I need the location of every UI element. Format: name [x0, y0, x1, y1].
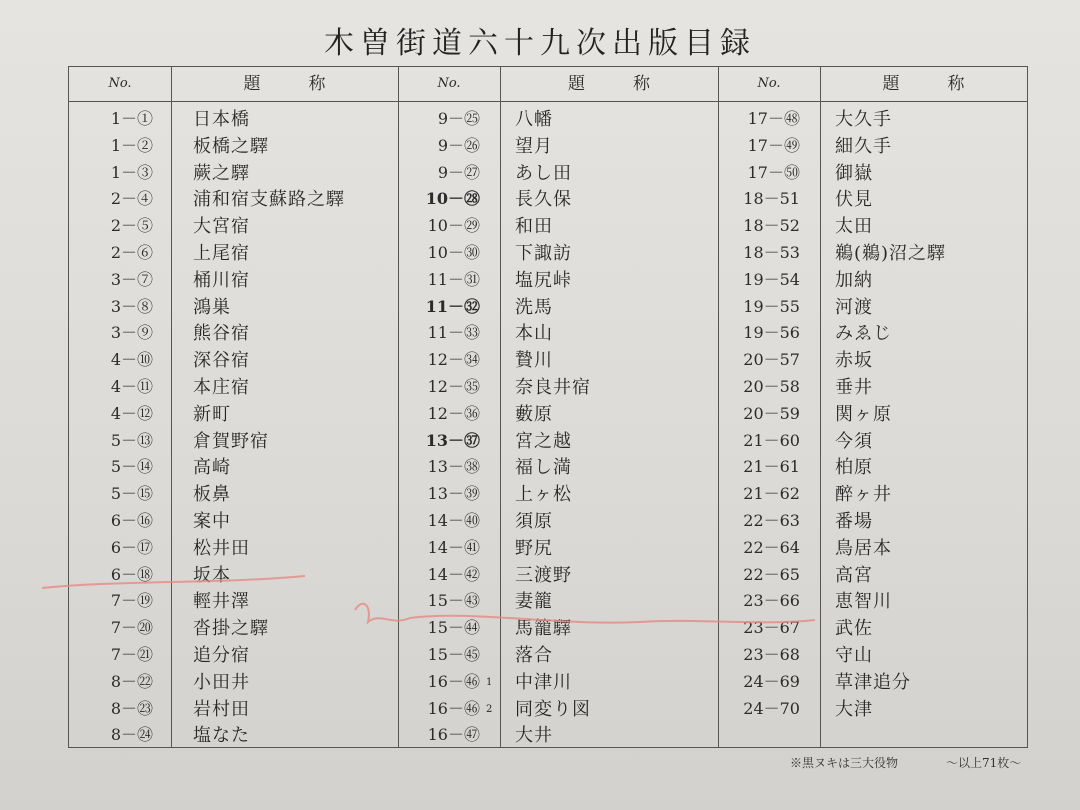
entry-title-text: 加納 [835, 269, 873, 291]
entry-title-text: 奈良井宿 [515, 377, 591, 398]
entry-title-text: 望月 [515, 135, 553, 157]
entry-title-text: 塩なた [193, 725, 250, 747]
entry-title-text: 倉賀野宿 [193, 430, 269, 452]
entry-title-text: 番場 [835, 511, 873, 532]
header-name-2: 題称 [568, 74, 698, 94]
entry-number: 15－㊸ [427, 591, 480, 611]
entry-title-text: 河渡 [835, 296, 873, 318]
entry-title-text: 岩村田 [193, 698, 250, 720]
entry-number: 21－61 [743, 457, 800, 477]
entry-number: 11－㉛ [427, 269, 480, 289]
entry-title-text: 大宮宿 [193, 216, 250, 238]
entry-number: 18－53 [743, 243, 800, 262]
entry-title-text: 赤坂 [835, 350, 873, 372]
entry-title-text: 八幡 [515, 109, 553, 130]
entry-title-text: 鴻巣 [193, 296, 231, 318]
entry-title-text: 宮之越 [515, 430, 572, 452]
entry-number: 23－68 [743, 645, 800, 664]
entry-title-text: 妻籠 [515, 591, 553, 613]
entry-number: 20－57 [743, 350, 800, 370]
entry-number: 5－⑬ [110, 430, 153, 450]
entry-number: 6－⑰ [110, 537, 153, 557]
entry-title-text: 長久保 [515, 189, 572, 211]
entry-number: 9－㉗ [437, 162, 480, 182]
entry-title-text: 下諏訪 [515, 243, 572, 264]
entry-title-text: 垂井 [835, 377, 873, 398]
entry-number: 19－56 [743, 323, 800, 343]
entry-number: 17－㊿ [747, 162, 800, 182]
entry-title-text: 坂本 [193, 564, 231, 586]
entry-title-text: 洗馬 [515, 296, 553, 318]
entry-title-text: 蕨之驛 [193, 162, 250, 184]
header-no-1: No. [108, 76, 132, 91]
entry-title-text: 武佐 [835, 618, 873, 640]
entry-title-text: 桶川宿 [193, 269, 250, 291]
entry-title-text: 恵智川 [835, 591, 892, 613]
entry-number: 1－③ [110, 162, 153, 182]
entry-title-text: 落合 [515, 645, 553, 666]
entry-number: 2－⑥ [110, 243, 153, 262]
header-no-3: No. [757, 76, 781, 91]
entry-title-text: 大井 [515, 725, 553, 747]
entry-title-text: 醉ヶ井 [835, 484, 892, 506]
entry-title-text: あし田 [515, 162, 572, 184]
entry-number: 21－62 [743, 484, 800, 504]
entry-title-text: 同変り図 [515, 698, 591, 720]
entry-title-text: 細久手 [835, 135, 892, 157]
entry-number: 18－52 [743, 216, 800, 236]
entry-title-text: 浦和宿支蘇路之驛 [193, 189, 345, 211]
red-pen-strike-2 [355, 604, 815, 623]
entry-title-text: 小田井 [193, 671, 250, 693]
red-pen-strike-1 [42, 576, 305, 588]
entry-number: 20－58 [743, 377, 800, 396]
entry-title-text: 和田 [515, 216, 553, 238]
entry-number: 2－⑤ [110, 216, 153, 236]
header-no-2: No. [437, 76, 461, 91]
entry-title-text: 関ヶ原 [835, 403, 892, 425]
entry-title-text: 大久手 [835, 109, 892, 130]
entry-title-text: 高宮 [835, 564, 873, 586]
entry-number: 24－70 [743, 698, 800, 718]
entry-title-text: 三渡野 [515, 564, 572, 586]
entry-number: 22－64 [743, 537, 800, 557]
entry-title-text: 野尻 [515, 537, 553, 559]
entry-number: 11－㉜ [425, 296, 480, 316]
entry-title-text: みゑじ [835, 323, 892, 345]
entry-title-text: 高崎 [193, 457, 231, 479]
entry-number: 23－67 [743, 618, 800, 638]
entry-title-text: 藪原 [515, 403, 553, 425]
entry-number: 12－㉞ [427, 350, 480, 370]
entry-title-text: 本山 [515, 323, 553, 345]
entry-title-text: 鳥居本 [835, 537, 892, 559]
entry-number: 7－㉑ [110, 645, 153, 664]
entry-number: 6－⑯ [110, 511, 153, 530]
entry-number: 1－② [110, 135, 153, 155]
entry-number: 8－㉔ [110, 725, 153, 745]
entry-title-text: 板鼻 [193, 484, 231, 506]
entry-title-text: 輕井澤 [193, 591, 250, 613]
entry-title-text: 今須 [835, 430, 873, 452]
entry-number: 16－㊻ [427, 671, 480, 691]
entry-number: 9－㉖ [437, 135, 480, 155]
entry-title-text: 守山 [835, 645, 873, 666]
entry-number: 19－55 [743, 296, 800, 316]
entry-title-text: 深谷宿 [193, 350, 250, 372]
entry-number: 18－51 [743, 189, 800, 209]
entry-number: 22－65 [743, 564, 800, 584]
footnote: ※黒ヌキは三大役物 [790, 756, 899, 770]
entry-title-text: 日本橋 [193, 109, 250, 130]
entry-title-text: 上尾宿 [193, 243, 250, 264]
entry-number: 14－㊶ [427, 537, 480, 557]
entry-title-text: 柏原 [835, 457, 873, 479]
entry-title-text: 大津 [835, 698, 873, 720]
entry-title-text: 御嶽 [835, 162, 873, 184]
entry-number: 7－⑲ [110, 591, 153, 611]
entry-number: 3－⑧ [110, 296, 153, 316]
entry-number: 20－59 [743, 403, 800, 423]
entry-title-text: 伏見 [835, 189, 873, 211]
entry-title-text: 太田 [835, 216, 873, 238]
entry-number: 2－④ [110, 189, 153, 209]
entry-number: 14－㊵ [427, 511, 480, 530]
entry-title-text: 鵜(鵜)沼之驛 [835, 243, 947, 264]
entry-title-text: 草津追分 [835, 671, 911, 693]
entry-title-text: 中津川 [515, 671, 572, 693]
entry-number: 16－㊻ [427, 698, 480, 718]
entry-number: 16－㊼ [427, 725, 480, 745]
header-name-3: 題称 [882, 74, 1013, 94]
entry-title-text: 沓掛之驛 [193, 618, 269, 640]
entry-number: 9－㉕ [437, 109, 480, 128]
entry-number: 23－66 [743, 591, 800, 611]
variant-marker: 2 [486, 703, 494, 715]
entry-number: 4－⑩ [110, 350, 153, 370]
entry-title-text: 案中 [193, 511, 231, 532]
entry-number: 12－㊱ [427, 403, 480, 423]
entry-number: 19－54 [743, 269, 800, 289]
entry-number: 24－69 [743, 671, 800, 691]
entry-number: 10－㉘ [425, 189, 480, 209]
entry-number: 21－60 [743, 430, 800, 450]
entry-number: 10－㉙ [427, 216, 480, 236]
entry-title-text: 本庄宿 [193, 377, 250, 398]
entry-number: 13－㊲ [425, 430, 480, 450]
entry-title-text: 板橋之驛 [193, 135, 269, 157]
entry-title-text: 松井田 [193, 537, 250, 559]
entry-number: 15－㊹ [427, 618, 480, 638]
entry-number: 15－㊺ [427, 645, 480, 664]
entry-number: 8－㉓ [110, 698, 153, 718]
entry-title-text: 塩尻峠 [515, 269, 572, 291]
entry-number: 22－63 [743, 511, 800, 530]
entry-title-text: 福し満 [515, 457, 572, 479]
entry-number: 3－⑦ [110, 269, 153, 289]
variant-marker: 1 [486, 676, 494, 688]
entry-number: 5－⑮ [110, 484, 153, 504]
entry-title-text: 須原 [515, 511, 553, 532]
entry-number: 4－⑪ [110, 377, 153, 396]
entry-number: 12－㉟ [427, 377, 480, 396]
entry-number: 17－㊽ [747, 109, 800, 128]
entry-title-text: 追分宿 [193, 645, 250, 666]
entry-number: 6－⑱ [110, 564, 153, 584]
entry-number: 11－㉝ [427, 323, 480, 343]
entry-title-text: 上ヶ松 [515, 484, 572, 506]
header-name-1: 題称 [243, 74, 374, 94]
total-count: 〜以上71枚〜 [946, 756, 1022, 770]
entry-title-text: 馬籠驛 [515, 618, 572, 640]
entry-title-text: 贄川 [515, 350, 553, 372]
entry-number: 14－㊷ [427, 564, 480, 584]
entry-number: 4－⑫ [110, 403, 153, 423]
entry-number: 13－㊳ [427, 457, 480, 477]
entry-number: 17－㊾ [747, 135, 800, 155]
entry-number: 7－⑳ [110, 618, 153, 638]
entry-number: 1－① [110, 109, 153, 128]
entry-number: 10－㉚ [427, 243, 480, 262]
entry-number: 13－㊴ [427, 484, 480, 504]
entry-number: 5－⑭ [110, 457, 153, 477]
entry-number: 3－⑨ [110, 323, 153, 343]
page-title: 木曽街道六十九次出版目録 [324, 26, 756, 61]
entry-number: 8－㉒ [110, 671, 153, 691]
entry-title-text: 熊谷宿 [193, 323, 250, 345]
entry-title-text: 新町 [193, 403, 231, 425]
